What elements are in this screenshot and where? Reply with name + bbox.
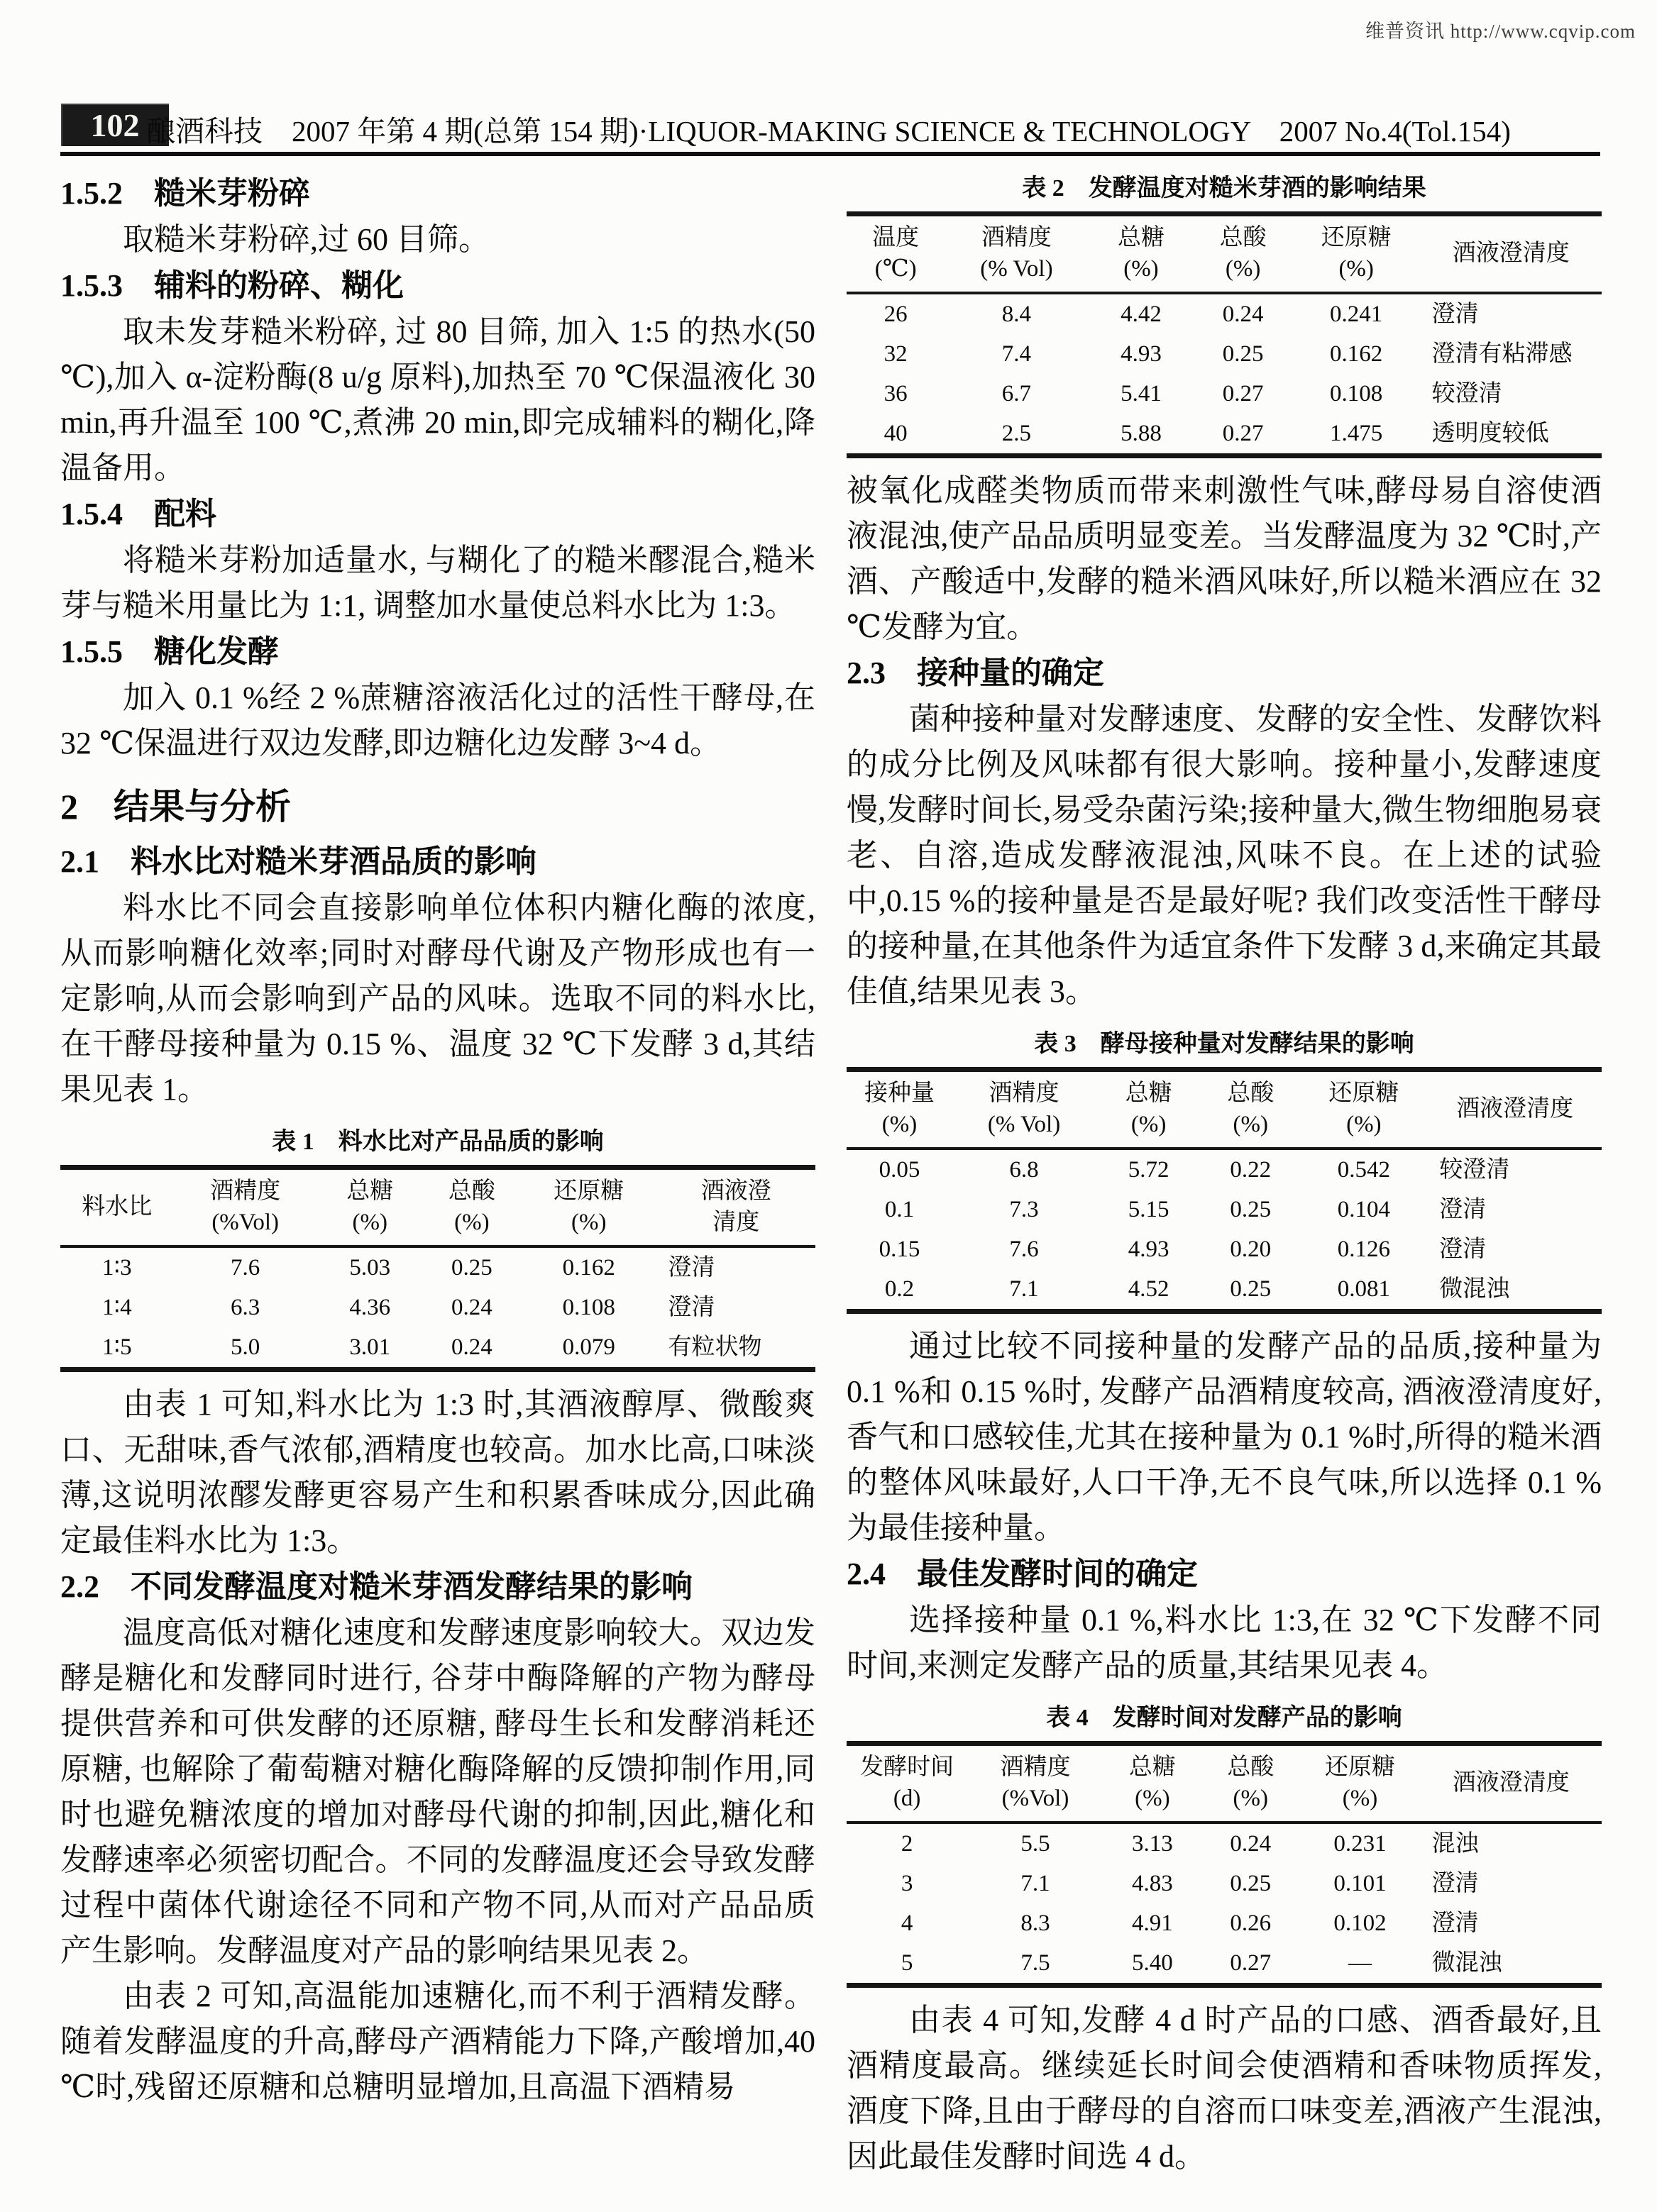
cell: 0.081 [1337, 1276, 1390, 1302]
table-row [847, 1149, 1602, 1190]
header-line: 还原糖 [554, 1178, 624, 1204]
heading-2-2: 2.2 不同发酵温度对糙米芽酒发酵结果的影响 [60, 1569, 693, 1604]
cell: 4.93 [1121, 341, 1162, 367]
header-line: 酒液澄清度 [1456, 1096, 1574, 1122]
cell: 0.25 [1230, 1871, 1272, 1896]
header-cell [1201, 1744, 1299, 1823]
header-line: (%) [881, 1112, 918, 1137]
cell: 0.241 [1330, 302, 1383, 327]
cell: 0.24 [1230, 1831, 1272, 1857]
cell: 0.25 [1222, 341, 1264, 367]
cell: 澄清 [1439, 1197, 1487, 1222]
table-row [847, 1903, 1602, 1943]
paragraph-1-5-5: 加入 0.1 %经 2 %蔗糖溶液活化过的活性干酵母,在 32 ℃保温进行双边发酵,即边糖化边发酵 3~4 d。 [60, 680, 815, 761]
cell: 0.25 [451, 1255, 492, 1281]
header-line: 还原糖 [1324, 1754, 1395, 1780]
cell: 0.24 [451, 1295, 492, 1320]
cell: 有粒状物 [668, 1334, 762, 1360]
cell: 0.05 [879, 1157, 920, 1183]
table-row [847, 1190, 1602, 1229]
header-cell [1194, 214, 1292, 294]
table3-header-row [847, 1070, 1602, 1149]
page-header [0, 104, 1657, 149]
heading-1-5-4: 1.5.4 配料 [60, 497, 216, 531]
cell: 澄清 [1439, 1237, 1487, 1262]
header-cell [657, 1168, 815, 1247]
cell: 7.4 [1001, 341, 1032, 367]
table-row [847, 414, 1602, 456]
cell: 0.24 [1222, 302, 1264, 327]
header-line: 总糖 [346, 1178, 394, 1204]
cell: 澄清 [668, 1295, 715, 1320]
table2-header-row [847, 214, 1602, 294]
cell: 8.3 [1020, 1910, 1050, 1936]
header-line: (%) [1135, 1786, 1170, 1811]
cell: 6.7 [1001, 381, 1032, 407]
cell: 32 [883, 341, 908, 367]
table2-title: 表 2 发酵温度对糙米芽酒的影响结果 [1022, 175, 1426, 201]
cell: 0.162 [562, 1255, 615, 1281]
table-row [847, 1864, 1602, 1903]
header-cell [847, 214, 945, 294]
header-cell [1428, 1070, 1602, 1149]
paragraph-2-2b: 由表 2 可知,高温能加速糖化,而不利于酒精发酵。随着发酵温度的升高,酵母产酒精能力下降,产酸增加,40 ℃时,残留还原糖和总糖明显增加,且高温下酒精易 [60, 1979, 815, 2104]
header-line: (%Vol) [1001, 1786, 1069, 1811]
header-line: 总酸 [1227, 1754, 1275, 1780]
table2 [847, 211, 1602, 458]
header-line: (%) [1346, 1112, 1382, 1137]
cell: 4.42 [1121, 302, 1162, 327]
heading-2-3: 2.3 接种量的确定 [847, 656, 1104, 690]
header-line: (d) [893, 1786, 921, 1811]
journal-title-line: 酿酒科技 2007 年第 4 期(总第 154 期)·LIQUOR-MAKING SCIENCE & TECHNOLOGY 2007 No.4(Tol.154) [146, 115, 1511, 148]
header-line: 总酸 [448, 1178, 495, 1204]
header-line: 料水比 [82, 1194, 153, 1220]
table1-header-row [60, 1168, 815, 1247]
paragraph-1-5-4: 将糙米芽粉加适量水, 与糊化了的糙米醪混合,糙米芽与糙米用量比为 1:1, 调整加水量使总料水比为 1:3。 [60, 543, 815, 623]
header-cell [847, 1070, 952, 1149]
heading-2-4: 2.4 最佳发酵时间的确定 [847, 1556, 1198, 1591]
cell: 7.6 [231, 1255, 260, 1281]
header-cell [1299, 1744, 1420, 1823]
heading-1-5-3: 1.5.3 辅料的粉碎、糊化 [60, 268, 404, 303]
table-row [847, 293, 1602, 334]
header-line: (%) [1233, 1112, 1268, 1137]
cell: 7.3 [1009, 1197, 1039, 1222]
cell: 1∶5 [102, 1334, 132, 1360]
paragraph-1-5-3: 取未发芽糙米粉碎, 过 80 目筛, 加入 1:5 的热水(50 ℃),加入 α-淀粉酶(8 u/g 原料),加热至 70 ℃保温液化 30 min,再升温至 100 ℃,煮沸 20 min,即完成辅料的糊化,降温备用。 [60, 314, 815, 485]
cell: 0.27 [1222, 421, 1264, 446]
paragraph-2-1: 料水比不同会直接影响单位体积内糖化酶的浓度,从而影响糖化效率;同时对酵母代谢及产物形成也有一定影响,从而会影响到产品的风味。选取不同的料水比,在干酵母接种量为 0.15 %、温度 32 ℃下发酵 3 d,其结果见表 1。 [60, 890, 815, 1107]
cell: 澄清 [668, 1255, 715, 1281]
cell: 较澄清 [1431, 381, 1502, 407]
cell: 5.41 [1121, 381, 1162, 407]
cell: 5.40 [1132, 1950, 1173, 1976]
header-cell [847, 1744, 967, 1823]
table-row [60, 1327, 815, 1370]
header-line: (%) [1342, 1786, 1378, 1811]
header-line: (%) [1123, 256, 1159, 282]
cell: 0.15 [879, 1237, 920, 1262]
cell: 透明度较低 [1431, 421, 1549, 446]
header-line: (%) [1225, 256, 1261, 282]
cell: 5.03 [349, 1255, 391, 1281]
cell: 0.079 [562, 1334, 615, 1360]
cell: 7.5 [1020, 1950, 1050, 1976]
header-line: 酒精度 [989, 1080, 1059, 1106]
header-cell [1299, 1070, 1428, 1149]
table-row [847, 1943, 1602, 1986]
header-line: 酒液澄 [700, 1178, 771, 1204]
cell: 2.5 [1001, 421, 1032, 446]
cell: 4.91 [1132, 1910, 1173, 1936]
header-line: (% Vol) [980, 256, 1053, 282]
page-number-badge: 102 [61, 104, 169, 146]
header-line: 酒精度 [1000, 1754, 1071, 1780]
paragraph-2-3b: 通过比较不同接种量的发酵产品的品质,接种量为 0.1 %和 0.15 %时, 发酵产品酒精度较高, 酒液澄清度好,香气和口感较佳,尤其在接种量为 0.1 %时,所得的糙米酒的整体风味最好,人口干净,无不良气味,所以选择 0.1 %为最佳接种量。 [847, 1329, 1602, 1545]
cell: 0.108 [1330, 381, 1383, 407]
header-line: (%) [571, 1210, 607, 1235]
header-cell [1421, 1744, 1602, 1823]
heading-2-1: 2.1 料水比对糙米芽酒品质的影响 [60, 844, 536, 879]
table3-title: 表 3 酵母接种量对发酵结果的影响 [1034, 1031, 1414, 1057]
header-line: (℃) [874, 256, 917, 282]
cell: 0.22 [1230, 1157, 1272, 1183]
table-row [847, 1269, 1602, 1312]
cell: 微混浊 [1431, 1950, 1502, 1976]
header-cell [521, 1168, 657, 1247]
heading-1-5-2: 1.5.2 糙米芽粉碎 [60, 176, 310, 211]
header-cell [1421, 214, 1602, 294]
heading-section-2: 2 结果与分析 [60, 787, 291, 826]
two-column-body [60, 170, 1602, 2179]
paragraph-2-2c: 被氧化成醛类物质而带来刺激性气味,酵母易自溶使酒液混浊,使产品品质明显变差。当发酵温度为 32 ℃时,产酒、产酸适中,发酵的糙米酒风味好,所以糙米酒应在 32 ℃发酵为宜。 [847, 473, 1602, 644]
table4 [847, 1741, 1602, 1988]
cell: 0.26 [1230, 1910, 1272, 1936]
header-line: (%Vol) [211, 1210, 280, 1235]
header-line: (% Vol) [987, 1112, 1061, 1137]
header-cell [60, 1168, 174, 1247]
cell: 40 [883, 421, 908, 446]
cell: 36 [883, 381, 908, 407]
right-column [847, 170, 1602, 2179]
cell: 8.4 [1001, 302, 1032, 327]
paragraph-2-3: 菌种接种量对发酵速度、发酵的安全性、发酵饮料的成分比例及风味都有很大影响。接种量小,发酵速度慢,发酵时间长,易受杂菌污染;接种量大,微生物细胞易衰老、自溶,造成发酵液混浊,风味不良。在上述的试验中,0.15 %的接种量是否是最好呢? 我们改变活性干酵母的接种量,在其他条件为适宜条件下发酵 3 d,来确定其最佳值,结果见表 3。 [847, 702, 1602, 1009]
cell: 7.6 [1009, 1237, 1039, 1262]
table-row [60, 1288, 815, 1327]
header-line: 还原糖 [1328, 1080, 1399, 1106]
header-line: (%) [352, 1210, 387, 1235]
header-cell [1088, 214, 1194, 294]
cell: 澄清 [1431, 302, 1479, 327]
header-line: 总酸 [1219, 225, 1267, 250]
header-cell [1292, 214, 1421, 294]
header-line: 接种量 [864, 1080, 935, 1106]
table-row [847, 334, 1602, 374]
header-line: (%) [454, 1210, 490, 1235]
cell: 微混浊 [1439, 1276, 1510, 1302]
header-line: 总酸 [1227, 1080, 1275, 1106]
header-cell [423, 1168, 521, 1247]
cell: 5 [901, 1950, 913, 1976]
left-column [60, 170, 815, 2179]
heading-1-5-5: 1.5.5 糖化发酵 [60, 634, 279, 669]
header-cell [1201, 1070, 1299, 1149]
header-cell [317, 1168, 423, 1247]
cell: 26 [883, 302, 908, 327]
table4-title: 表 4 发酵时间对发酵产品的影响 [1046, 1705, 1402, 1731]
cell: 0.542 [1337, 1157, 1390, 1183]
cell: 混浊 [1431, 1831, 1479, 1857]
cell: 0.1 [884, 1197, 915, 1222]
header-line: (%) [1233, 1786, 1268, 1811]
cell: 5.88 [1121, 421, 1162, 446]
cell: 1.475 [1330, 421, 1383, 446]
cell: 4.36 [349, 1295, 391, 1320]
table4-header-row [847, 1744, 1602, 1823]
cell: 0.101 [1333, 1871, 1387, 1896]
cell: 5.0 [231, 1334, 260, 1360]
cell: 7.1 [1020, 1871, 1050, 1896]
header-cell [945, 214, 1088, 294]
header-cell [1103, 1744, 1201, 1823]
cell: 4.83 [1132, 1871, 1173, 1896]
cell: 0.126 [1337, 1237, 1390, 1262]
table-row [847, 1823, 1602, 1864]
cell: 0.102 [1333, 1910, 1387, 1936]
header-line: 温度 [872, 225, 920, 250]
cell: 5.72 [1128, 1157, 1169, 1183]
table1 [60, 1165, 815, 1372]
paragraph-1-5-2: 取糙米芽粉碎,过 60 目筛。 [123, 222, 490, 257]
header-line: 酒精度 [210, 1178, 281, 1204]
header-line: 酒液澄清度 [1452, 1770, 1570, 1796]
cell: 7.1 [1009, 1276, 1039, 1302]
cell: 6.3 [231, 1295, 260, 1320]
cell: 0.2 [884, 1276, 915, 1302]
cell: 3.13 [1132, 1831, 1173, 1857]
cell: 0.24 [451, 1334, 492, 1360]
cell: 0.231 [1333, 1831, 1387, 1857]
table3 [847, 1067, 1602, 1314]
cell: 0.108 [562, 1295, 615, 1320]
cell: 0.20 [1230, 1237, 1272, 1262]
header-line: 酒液澄清度 [1452, 240, 1570, 266]
paragraph-2-2: 温度高低对糖化速度和发酵速度影响较大。双边发酵是糖化和发酵同时进行, 谷芽中酶降解的产物为酵母提供营养和可供发酵的还原糖, 酵母生长和发酵消耗还原糖, 也解除了葡萄糖对糖化酶降解的反馈抑制作用,同时也避免糖浓度的增加对酵母代谢的抑制,因此,糖化和发酵速率必须密切配合。不同的发酵温度还会导致发酵过程中菌体代谢途径不同和产物不同,从而对产品品质产生影响。发酵温度对产品的影响结果见表 2。 [60, 1615, 815, 1968]
cell: 澄清有粘滞感 [1431, 341, 1573, 367]
cell: 5.5 [1020, 1831, 1050, 1857]
watermark-text: 维普资讯 http://www.cqvip.com [1365, 21, 1636, 42]
header-line: 总糖 [1117, 225, 1165, 250]
header-line: (%) [1338, 256, 1374, 282]
cell: 澄清 [1431, 1910, 1479, 1936]
paragraph-2-4b: 由表 4 可知,发酵 4 d 时产品的口感、酒香最好,且酒精度最高。继续延长时间会使酒精和香味物质挥发,酒度下降,且由于酵母的自溶而口味变差,酒液产生混浊,因此最佳发酵时间选 4 d。 [847, 2003, 1602, 2174]
cell: 0.27 [1222, 381, 1264, 407]
header-line: 还原糖 [1321, 225, 1392, 250]
table-row [60, 1246, 815, 1288]
table-row [847, 1229, 1602, 1269]
cell: 2 [901, 1831, 913, 1857]
header-line: 总糖 [1125, 1080, 1172, 1106]
cell: — [1348, 1950, 1372, 1976]
cell: 3 [901, 1871, 913, 1896]
cell: 6.8 [1009, 1157, 1039, 1183]
header-line: 清度 [712, 1210, 760, 1235]
cell: 0.25 [1230, 1197, 1272, 1222]
cell: 4.93 [1128, 1237, 1169, 1262]
cell: 1∶3 [102, 1255, 132, 1281]
table-row [847, 374, 1602, 414]
cell: 澄清 [1431, 1871, 1479, 1896]
header-cell [174, 1168, 317, 1247]
cell: 较澄清 [1439, 1157, 1510, 1183]
cell: 0.25 [1230, 1276, 1272, 1302]
cell: 0.104 [1337, 1197, 1390, 1222]
table1-title: 表 1 料水比对产品品质的影响 [272, 1129, 604, 1155]
paragraph-2-4: 选择接种量 0.1 %,料水比 1:3,在 32 ℃下发酵不同时间,来测定发酵产品的质量,其结果见表 4。 [847, 1603, 1602, 1683]
header-cell [1096, 1070, 1201, 1149]
header-line: 总糖 [1128, 1754, 1176, 1780]
cell: 0.27 [1230, 1950, 1272, 1976]
header-cell [952, 1070, 1096, 1149]
paragraph-2-1b: 由表 1 可知,料水比为 1:3 时,其酒液醇厚、微酸爽口、无甜味,香气浓郁,酒精度也较高。加水比高,口味淡薄,这说明浓醪发酵更容易产生和积累香味成分,因此确定最佳料水比为 1:3。 [60, 1387, 815, 1558]
cell: 1∶4 [102, 1295, 132, 1320]
header-cell [967, 1744, 1103, 1823]
header-line: 发酵时间 [860, 1754, 954, 1780]
cell: 5.15 [1128, 1197, 1169, 1222]
cell: 3.01 [349, 1334, 391, 1360]
cell: 0.162 [1330, 341, 1383, 367]
header-line: 酒精度 [981, 225, 1052, 250]
cell: 4 [901, 1910, 913, 1936]
cell: 4.52 [1128, 1276, 1169, 1302]
header-rule [60, 152, 1600, 156]
header-line: (%) [1130, 1112, 1167, 1137]
